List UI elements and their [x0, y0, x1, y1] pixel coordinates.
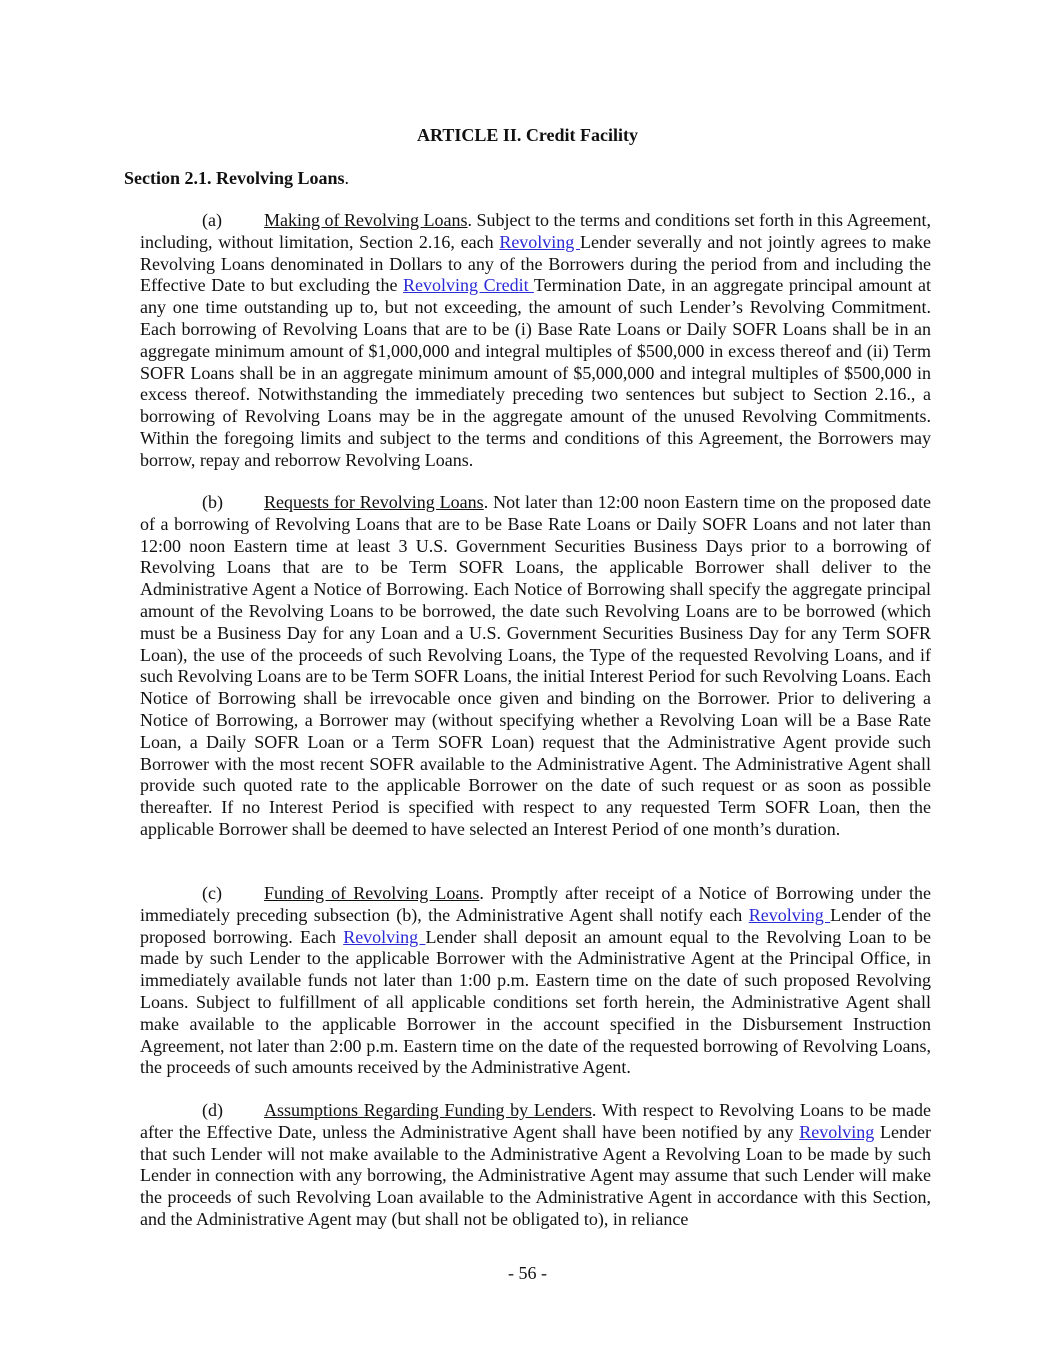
paragraph-b [140, 492, 931, 841]
paragraph-d-heading: Assumptions Regarding Funding by Lenders [264, 1100, 592, 1120]
paragraph-b-heading: Requests for Revolving Loans [264, 492, 484, 512]
paragraph-c-text-2: Lender of the proposed borrowing. Each [140, 904, 931, 947]
paragraph-b-label: (b) [202, 492, 223, 512]
revolving-credit-link[interactable]: Revolving Credit [403, 275, 534, 296]
paragraph-a-label: (a) [202, 210, 222, 230]
paragraph-c-label: (c) [202, 883, 222, 903]
paragraph-d-text-2: Lender that such Lender will not make available to the Administrative Agent a Revolving Loan to be made by such Lender in connection with any borrowing, the Administrative Agent may assume that such Lender will make the proceeds of such Revolving Loan available to the Administrative Agent in accordance with this Section, and the Administrative Agent may (but shall not be obligated to), in reliance [140, 1121, 932, 1229]
paragraph-a [140, 210, 931, 472]
paragraph-d [140, 1100, 931, 1231]
paragraph-d-label: (d) [202, 1100, 223, 1120]
paragraph-a-text-3: Termination Date, in an aggregate principal amount at any one time outstanding up to, but not exceeding, the amount of such Lender’s Revolving Commitment. Each borrowing of Revolving Loans that are to be (i) Base Rate Loans or Daily SOFR Loans shall be in an aggregate minimum amount of $1,000,000 and integral multiples of $500,000 in excess thereof and (ii) Term SOFR Loans shall be in an aggregate minimum amount of $5,000,000 and integral multiples of $500,000 in excess thereof. Notwithstanding the immediately preceding two sentences but subject to Section 2.16., a borrowing of Revolving Loans may be in the aggregate amount of the unused Revolving Commitments. Within the foregoing limits and subject to the terms and conditions of this Agreement, the Borrowers may borrow, repay and reborrow Revolving Loans. [140, 275, 932, 470]
section-heading [124, 167, 349, 189]
section-heading-text: Section 2.1. Revolving Loans [124, 168, 345, 188]
paragraph-a-heading: Making of Revolving Loans [264, 210, 468, 230]
page-number: - 56 - [508, 1263, 547, 1283]
paragraph-c [140, 883, 931, 1079]
paragraph-c-heading: Funding of Revolving Loans [264, 883, 480, 903]
paragraph-b-text-1: . Not later than 12:00 noon Eastern time on the proposed date of a borrowing of Revolving Loans that are to be Base Rate Loans or Daily SOFR Loans and not later than 12:00 noon Eastern time at least 3 U.S. Government Securities Business Days prior to a borrowing of Revolving Loans that are to be Term SOFR Loans, the applicable Borrower shall deliver to the Administrative Agent a Notice of Borrowing. Each Notice of Borrowing shall specify the aggregate principal amount of the Revolving Loans to be borrowed, the date such Revolving Loans are to be borrowed (which must be a Business Day for any Loan and a U.S. Government Securities Business Day for any Term SOFR Loan), the use of the proceeds of such Revolving Loans, the Type of the requested Revolving Loans, and if such Revolving Loans are to be Term SOFR Loans, the initial Interest Period for such Revolving Loans. Each Notice of Borrowing shall be irrevocable once given and binding on the Borrower. Prior to delivering a Notice of Borrowing, a Borrower may (without specifying whether a Revolving Loan will be a Base Rate Loan, a Daily SOFR Loan or a Term SOFR Loan) request that the Administrative Agent provide such Borrower with the most recent SOFR available to the Administrative Agent. The Administrative Agent shall provide such quoted rate to the applicable Borrower on the date of such request or as soon as possible thereafter. If no Interest Period is specified with respect to any requested Term SOFR Loan, then the applicable Borrower shall be deemed to have selected an Interest Period of one month’s duration. [140, 492, 931, 839]
section-heading-suffix: . [344, 168, 350, 188]
article-title: ARTICLE II. Credit Facility [416, 125, 639, 145]
paragraph-a-text-2: Lender severally and not jointly agrees to make Revolving Loans denominated in Dollars to any of the Borrowers during the period from and including the Effective Date to but excluding the [140, 231, 932, 296]
revolving-lender-link[interactable]: Revolving [343, 926, 426, 947]
paragraph-c-text-1: . Promptly after receipt of a Notice of Borrowing under the immediately preceding subsection (b), the Administrative Agent shall notify each [140, 883, 931, 925]
revolving-link[interactable]: Revolving [799, 1121, 875, 1142]
paragraph-d-text-1: . With respect to Revolving Loans to be made after the Effective Date, unless the Administrative Agent shall have been notified by any [140, 1100, 932, 1142]
paragraph-a-text-1: . Subject to the terms and conditions set forth in this Agreement, including, without limitation, Section 2.16, each [140, 210, 931, 252]
revolving-lender-link[interactable]: Revolving [499, 231, 581, 252]
paragraph-c-text-3: Lender shall deposit an amount equal to the Revolving Loan to be made by such Lender to the applicable Borrower with the Administrative Agent at the Principal Office, in immediately available funds not later than 1:00 p.m. Eastern time on the date of such proposed Revolving Loans. Subject to fulfillment of all applicable conditions set forth herein, the Administrative Agent shall make available to the applicable Borrower in the account specified in the Disbursement Instruction Agreement, not later than 2:00 p.m. Eastern time on the date of the requested borrowing of Revolving Loans, the proceeds of such amounts received by the Administrative Agent. [140, 926, 932, 1078]
revolving-lender-link[interactable]: Revolving [748, 904, 831, 925]
